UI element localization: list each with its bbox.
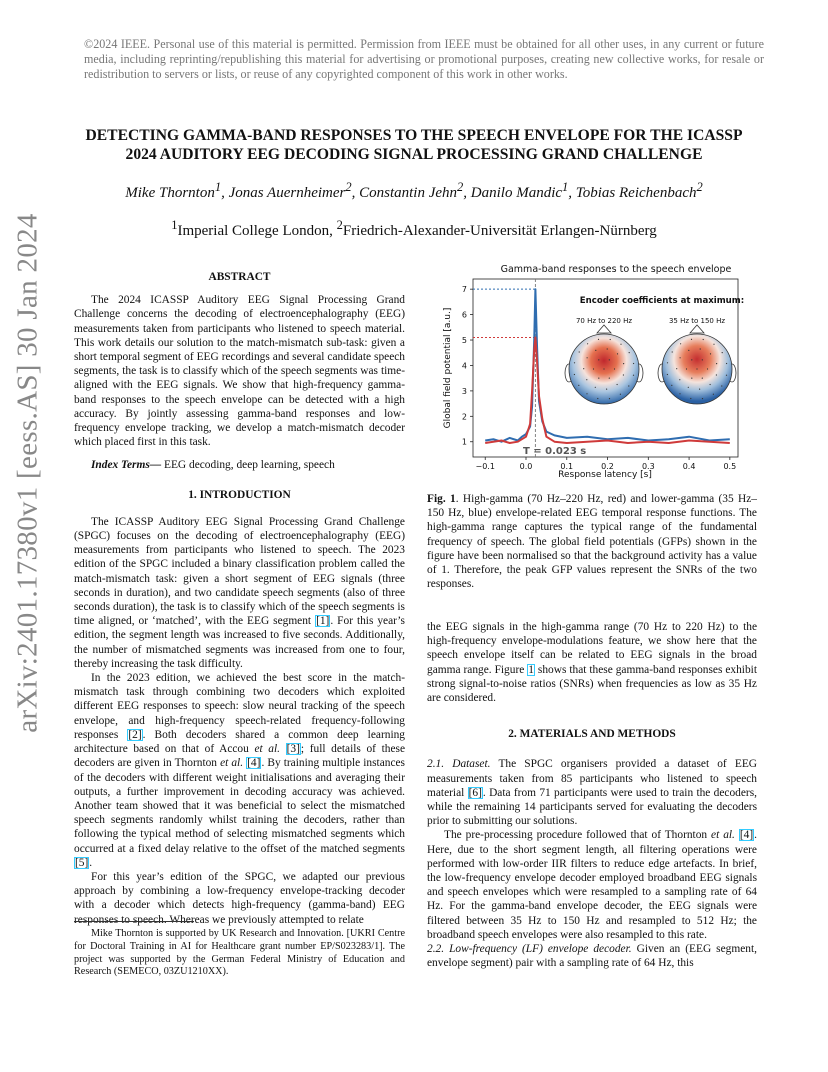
x-tick-label: 0.0 bbox=[519, 462, 533, 471]
author: Constantin Jehn$^2$, bbox=[359, 180, 471, 201]
arxiv-stamp: arXiv:2401.17380v1 [eess.AS] 30 Jan 2024 bbox=[11, 213, 44, 733]
right-column bbox=[427, 620, 757, 970]
title-line-2: 2024 AUDITORY EEG DECODING SIGNAL PROCESSING GRAND CHALLENGE bbox=[125, 146, 703, 163]
author-list bbox=[60, 180, 768, 202]
x-axis-label: Response latency [s] bbox=[558, 470, 652, 480]
copyright-notice: ©2024 IEEE. Personal use of this material is permitted. Permission from IEEE must be obtained for all other uses, in any current or future media, including reprinting/republishing this material for advertising or promotional purposes, creating new collective works, for resale or redistribution to servers or lists, or reuse of any copyrighted component of this work in other works. bbox=[84, 37, 764, 82]
right-paragraph-1: the EEG signals in the high-gamma range (70 Hz to 220 Hz) to the high-frequency envelope-modulations feature, we show here that the speech envelope itself can be related to EEG signals in the broad gamma range. Figure 1 shows that these gamma-band responses exhibit strong signal-to-noise ratios (SNRs) when frequencies as low as 35 Hz are considered. bbox=[427, 621, 757, 705]
electrode-dot bbox=[620, 394, 621, 395]
figure-link[interactable]: 1 bbox=[528, 663, 534, 676]
electrode-dot bbox=[623, 363, 624, 364]
electrode-dot bbox=[609, 359, 610, 360]
affiliations: $^1$Imperial College London, $^2$Friedrich-Alexander-Universität Erlangen-Nürnberg bbox=[171, 218, 657, 239]
paper-title bbox=[70, 126, 758, 164]
electrode-dot bbox=[716, 363, 717, 364]
electrode-dot bbox=[667, 374, 668, 375]
electrode-dot bbox=[583, 368, 584, 369]
electrode-dot bbox=[614, 368, 615, 369]
citation-link[interactable]: [2] bbox=[128, 728, 142, 741]
x-axis bbox=[476, 457, 737, 471]
y-tick-label: 1 bbox=[461, 437, 467, 447]
electrode-dot bbox=[713, 344, 714, 345]
y-tick-label: 7 bbox=[461, 285, 467, 295]
electrode-dot bbox=[722, 352, 723, 353]
electrode-dot bbox=[700, 348, 701, 349]
gfp-chart bbox=[427, 257, 757, 487]
y-tick-label: 4 bbox=[461, 361, 467, 371]
y-tick-label: 3 bbox=[461, 386, 467, 396]
intro-paragraph-3: For this year’s edition of the SPGC, we adapted our previous approach by combining a low-frequency envelope-tracking decoder with a decoder which detects high-frequency (gamma-band) EEG responses to speech. Whereas we previously attempted to relate bbox=[74, 870, 405, 926]
electrode-dot bbox=[597, 398, 598, 399]
electrode-dot bbox=[598, 339, 599, 340]
author: Danilo Mandic$^1$, bbox=[470, 180, 576, 201]
electrode-dot bbox=[702, 398, 703, 399]
footnote-rule bbox=[74, 921, 194, 922]
electrode-dot bbox=[595, 387, 596, 388]
electrode-dot bbox=[671, 385, 672, 386]
electrode-dot bbox=[603, 368, 604, 369]
electrode-dot bbox=[579, 351, 580, 352]
citation-link[interactable]: [4] bbox=[739, 829, 754, 842]
electrode-dot bbox=[609, 378, 610, 379]
electrode-dot bbox=[587, 343, 588, 344]
electrode-dot bbox=[607, 348, 608, 349]
electrode-dot bbox=[578, 385, 579, 386]
citation-link[interactable]: [4] bbox=[247, 757, 261, 770]
preprocessing-paragraph: The pre-processing procedure followed that of Thornton et al. [4]. Here, due to the short segment length, all filtering operations were performed with low-order IIR filters to reduce edge artefacts. In brief, the low-frequency envelope decoder employed broadband EEG signals and speech envelopes which were resampled to a sampling rate of 64 Hz. For the gamma-band envelope decoder, the EEG signals were filtered between 35 Hz to 150 Hz and resampled to 512 Hz; the broadband speech envelopes were also resampled to this rate. bbox=[427, 829, 757, 941]
electrode-dot bbox=[680, 343, 681, 344]
electrode-dot bbox=[667, 362, 668, 363]
dataset-paragraph: 2.1. Dataset. The SPGC organisers provided a dataset of EEG measurements taken from 85 participants who listened to speech material [6]. Data from 71 participants were used to train the decoders, while the remaining 14 participants served for evaluating the decoders prior to submitting our solutions. bbox=[427, 758, 758, 828]
y-axis bbox=[462, 285, 473, 447]
figure-caption: Fig. 1. High-gamma (70 Hz–220 Hz, red) and lower-gamma (35 Hz–150 Hz, blue) envelope-related EEG temporal response functions. The high-gamma range captures the typical range of the fundamental frequency of speech. The global field potentials (GFPs) shown in the figure have been normalised so that the background activity has a value of 1. Therefore, the peak GFP values represent the SNRs of the two responses. bbox=[427, 493, 757, 591]
citation-link[interactable]: [1] bbox=[316, 615, 330, 628]
electrode-dot bbox=[703, 339, 704, 340]
electrode-dot bbox=[633, 375, 634, 376]
x-tick-label: −0.1 bbox=[475, 462, 495, 471]
electrode-dot bbox=[713, 394, 714, 395]
x-tick-label: 0.3 bbox=[641, 462, 655, 471]
electrode-dot bbox=[696, 368, 697, 369]
electrode-dot bbox=[702, 359, 703, 360]
topomap-high-gamma bbox=[565, 325, 643, 404]
electrode-dot bbox=[691, 359, 692, 360]
electrode-dot bbox=[598, 359, 599, 360]
electrode-dot bbox=[721, 385, 722, 386]
electrode-dot bbox=[574, 362, 575, 363]
electrode-dot bbox=[629, 352, 630, 353]
methods-heading: 2. MATERIALS AND METHODS bbox=[508, 728, 676, 741]
electrode-dot bbox=[623, 374, 624, 375]
electrode-dot bbox=[620, 344, 621, 345]
electrode-dot bbox=[691, 339, 692, 340]
electrode-dot bbox=[676, 368, 677, 369]
electrode-dot bbox=[707, 368, 708, 369]
electrode-dot bbox=[606, 389, 607, 390]
electrode-dot bbox=[595, 350, 596, 351]
electrode-dot bbox=[587, 357, 588, 358]
figure-1 bbox=[427, 257, 757, 487]
electrode-dot bbox=[702, 378, 703, 379]
intro-heading: 1. INTRODUCTION bbox=[188, 488, 291, 501]
electrode-dot bbox=[586, 379, 587, 380]
electrode-dot bbox=[609, 398, 610, 399]
electrode-dot bbox=[610, 339, 611, 340]
citation-link[interactable]: [3] bbox=[286, 743, 300, 756]
left-column bbox=[74, 270, 405, 927]
author: Jonas Auernheimer$^2$, bbox=[228, 180, 360, 201]
inset-title: Encoder coefficients at maximum: bbox=[579, 296, 745, 306]
y-tick-label: 5 bbox=[461, 336, 467, 346]
electrode-dot bbox=[699, 389, 700, 390]
electrode-dot bbox=[716, 374, 717, 375]
caption-label: Fig. 1 bbox=[427, 493, 456, 505]
electrode-dot bbox=[690, 398, 691, 399]
abstract-text: The 2024 ICASSP Auditory EEG Signal Processing Grand Challenge concerns the decoding of electroencephalography (EEG) measurements taken from participants who listened to speech material. This work details our solution to the match-mismatch sub-task: given a short temporal segment of EEG recordings and several candidate speech segments, the task is to classify which of the speech segments was time-aligned with the EEG signals. We show that high-frequency gamma-band responses to the speech envelope can be detected with a high accuracy. By jointly assessing gamma-band responses and low-frequency envelope tracking, we develop a match-mismatch decoder which placed first in this task. bbox=[74, 294, 405, 449]
topo-label-2: 35 Hz to 150 Hz bbox=[668, 317, 726, 325]
electrode-dot bbox=[574, 374, 575, 375]
x-tick-label: 0.2 bbox=[601, 462, 614, 471]
electrode-dot bbox=[593, 368, 594, 369]
electrode-dot bbox=[726, 375, 727, 376]
topo-label-1: 70 Hz to 220 Hz bbox=[575, 317, 633, 325]
x-tick-label: 0.5 bbox=[723, 462, 737, 471]
y-tick-label: 6 bbox=[461, 310, 467, 320]
electrode-dot bbox=[617, 384, 618, 385]
intro-paragraph-2: In the 2023 edition, we achieved the best score in the match-mismatch task through combining two decoders which exploited different EEG responses to speech: slow neural tracking of the speech envelope, and high-frequency speech-related frequency-following responses [2]. Both decoders shared a common deep learning architecture based on that of Accou et al. [3]; full details of these decoders are given in Thornton et al. [4]. By training multiple instances of the decoders with different weight initialisations and averaging their outputs, a further improvement in decoding accuracy was achieved. Another team showed that it was beneficial to select the mismatched speech segments randomly whilst training the decoders, rather than following the typical method of selecting mismatched segments which occurred at a fixed delay relative to the offset of the matched segments [5]. bbox=[74, 672, 405, 869]
electrode-dot bbox=[688, 350, 689, 351]
y-axis-label: Global field potential [a.u.] bbox=[443, 307, 453, 429]
index-terms: Index Terms— EEG decoding, deep learning, speech bbox=[91, 459, 335, 472]
x-tick-label: 0.4 bbox=[682, 462, 696, 471]
electrode-dot bbox=[679, 379, 680, 380]
intro-paragraph-1: The ICASSP Auditory EEG Signal Processing Grand Challenge (SPGC) focuses on the decoding of electroencephalography (EEG) measurements from participants who listened to speech. The 2023 edition of the SPGC included a binary classification problem called the match-mismatch task: given a short segment of EEG signals (three seconds in duration), and two candidate speech segments (also of three seconds duration), the task is to classify which of the speech segments is time aligned, or ‘matched’, with the EEG segment [1]. For this year’s edition, the segment length was increased to five seconds. Additionally, the number of mismatched segments was increased from one to four, thereby increasing the task difficulty. bbox=[74, 515, 405, 670]
peak-guides bbox=[473, 279, 535, 457]
electrode-dot bbox=[688, 387, 689, 388]
electrode-dot bbox=[726, 363, 727, 364]
electrode-dot bbox=[679, 393, 680, 394]
electrode-dot bbox=[628, 385, 629, 386]
abstract-heading: ABSTRACT bbox=[208, 271, 271, 283]
citation-link[interactable]: [5] bbox=[75, 856, 89, 869]
electrode-dot bbox=[598, 378, 599, 379]
lf-decoder-paragraph: 2.2. Low-frequency (LF) envelope decoder. Given an (EEG segment, envelope segment) pair with a sampling rate of 64 Hz, this bbox=[427, 943, 757, 970]
author: Mike Thornton$^1$, bbox=[125, 180, 229, 201]
footnote: Mike Thornton is supported by UK Research and Innovation. [UKRI Centre for Doctoral Training in AI for Healthcare grant number EP/S023283/1]. The project was supported by the German Federal Ministry of Education and Research (SEMECO, 03ZU1210XX). bbox=[74, 928, 405, 978]
electrode-dot bbox=[691, 378, 692, 379]
y-tick-label: 2 bbox=[461, 412, 467, 422]
author: Tobias Reichenbach$^2$ bbox=[575, 180, 703, 201]
electrode-dot bbox=[686, 368, 687, 369]
citation-link[interactable]: [6] bbox=[468, 786, 482, 799]
chart-title: Gamma-band responses to the speech envelope bbox=[500, 264, 732, 275]
title-line-1: DETECTING GAMMA-BAND RESPONSES TO THE SPEECH ENVELOPE FOR THE ICASSP bbox=[85, 127, 743, 144]
electrode-dot bbox=[710, 353, 711, 354]
electrode-dot bbox=[617, 353, 618, 354]
electrode-dot bbox=[586, 393, 587, 394]
electrode-dot bbox=[633, 363, 634, 364]
electrode-dot bbox=[710, 384, 711, 385]
electrode-dot bbox=[672, 351, 673, 352]
topomap-lower-gamma bbox=[658, 325, 736, 404]
x-tick-label: 0.1 bbox=[560, 462, 574, 471]
peak-annotation: T = 0.023 s bbox=[523, 446, 587, 457]
electrode-dot bbox=[680, 357, 681, 358]
